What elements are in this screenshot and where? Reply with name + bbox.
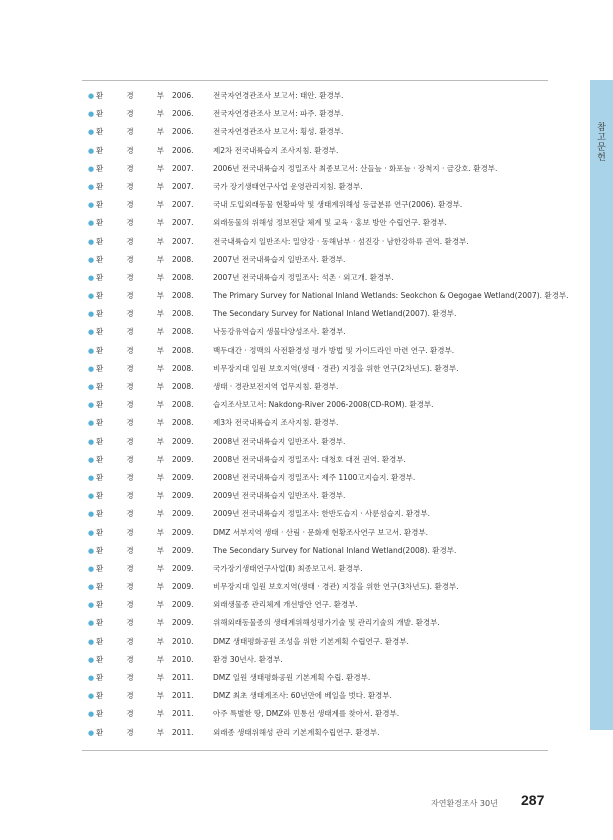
entry-agency-char: 부 bbox=[156, 127, 164, 137]
entry-agency bbox=[96, 323, 164, 341]
bullet-icon: ● bbox=[88, 201, 95, 210]
entry-agency bbox=[96, 596, 164, 614]
entry-year: 2008. bbox=[172, 272, 194, 282]
entry-agency-char: 환 bbox=[96, 382, 104, 391]
entry-agency-char: 부 bbox=[156, 636, 164, 646]
bullet-icon: ● bbox=[88, 292, 95, 301]
entry-title: 생태 · 경관보전지역 업무지침. 환경부. bbox=[213, 382, 339, 391]
reference-entry bbox=[88, 233, 586, 251]
bullet-icon: ● bbox=[88, 219, 95, 228]
entry-year: 2008. bbox=[172, 345, 194, 355]
entry-agency-char: 환 bbox=[96, 582, 104, 592]
entry-year: 2008. bbox=[172, 309, 194, 319]
entry-year: 2006. bbox=[172, 109, 194, 119]
entry-agency-char: 부 bbox=[156, 163, 164, 173]
entry-agency-char: 부 bbox=[156, 618, 164, 628]
entry-title: 2009년 전국내륙습지 정밀조사: 한반도습지 · 사룬섬습지. 환경부. bbox=[213, 509, 430, 519]
reference-entry bbox=[88, 378, 586, 396]
entry-agency-char: 환 bbox=[96, 363, 104, 373]
entry-agency-char: 환 bbox=[96, 436, 104, 446]
bullet-icon: ● bbox=[88, 328, 95, 337]
entry-agency-char: 경 bbox=[126, 582, 134, 592]
entry-year: 2010. bbox=[172, 654, 194, 664]
entry-title: The Secondary Survey for National Inland Wetland(2007). 환경부. bbox=[213, 309, 457, 319]
entry-agency-char: 경 bbox=[126, 363, 134, 373]
entry-agency-char: 환 bbox=[96, 109, 104, 119]
entry-year: 2011. bbox=[172, 727, 194, 737]
entry-agency bbox=[96, 178, 164, 196]
entry-agency-char: 경 bbox=[126, 91, 134, 100]
entry-agency-char: 부 bbox=[156, 218, 164, 228]
entry-agency-char: 환 bbox=[96, 236, 104, 246]
entry-agency-char: 부 bbox=[156, 472, 164, 482]
bullet-icon: ● bbox=[88, 674, 95, 682]
entry-year: 2011. bbox=[172, 673, 194, 682]
entry-agency-char: 부 bbox=[156, 436, 164, 446]
entry-agency-char: 경 bbox=[126, 382, 134, 391]
entry-agency-char: 부 bbox=[156, 254, 164, 264]
entry-year: 2009. bbox=[172, 509, 194, 519]
entry-agency-char: 경 bbox=[126, 291, 134, 301]
entry-title: 낙동강유역습지 생물다양성조사. 환경부. bbox=[213, 327, 346, 337]
entry-year: 2011. bbox=[172, 709, 194, 719]
bullet-icon: ● bbox=[88, 510, 95, 519]
entry-agency-char: 경 bbox=[126, 654, 134, 664]
entry-title: 국내 도입외래동물 현황파악 및 생태계위해성 등급분류 연구(2006). 환경부. bbox=[213, 200, 463, 210]
entry-year: 2009. bbox=[172, 600, 194, 610]
entry-agency bbox=[96, 251, 164, 269]
entry-agency-char: 경 bbox=[126, 163, 134, 173]
bullet-icon: ● bbox=[88, 601, 95, 610]
entry-agency-char: 환 bbox=[96, 727, 104, 737]
entry-agency-char: 부 bbox=[156, 654, 164, 664]
reference-entry bbox=[88, 287, 586, 305]
entry-agency-char: 부 bbox=[156, 454, 164, 464]
entry-agency bbox=[96, 142, 164, 160]
entry-agency-char: 환 bbox=[96, 200, 104, 210]
bullet-icon: ● bbox=[88, 473, 95, 482]
entry-year: 2009. bbox=[172, 491, 194, 501]
reference-entry bbox=[88, 651, 586, 669]
entry-agency-char: 환 bbox=[96, 563, 104, 573]
reference-entry bbox=[88, 160, 586, 178]
entry-title: 비무장지대 일원 보호지역(생태 · 경관) 지정을 위한 연구(2차년도). 환경부. bbox=[213, 363, 459, 373]
entry-title: 전국자연경관조사 보고서: 태안. 환경부. bbox=[213, 91, 344, 100]
entry-agency-char: 경 bbox=[126, 109, 134, 119]
entry-agency bbox=[96, 214, 164, 232]
entry-title: 2008년 전국내륙습지 일반조사. 환경부. bbox=[213, 436, 346, 446]
entry-year: 2007. bbox=[172, 236, 194, 246]
entry-year: 2008. bbox=[172, 327, 194, 337]
entry-year: 2010. bbox=[172, 636, 194, 646]
entry-agency-char: 환 bbox=[96, 472, 104, 482]
bullet-icon: ● bbox=[88, 564, 95, 573]
bullet-icon: ● bbox=[88, 655, 95, 664]
entry-agency-char: 환 bbox=[96, 400, 104, 410]
entry-year: 2009. bbox=[172, 582, 194, 592]
entry-title: 환경 30년사. 환경부. bbox=[213, 654, 283, 664]
entry-agency-char: 환 bbox=[96, 545, 104, 555]
bullet-icon: ● bbox=[88, 128, 95, 137]
entry-agency-char: 경 bbox=[126, 236, 134, 246]
entry-title: 외래종 생태위해성 관리 기본계획수립연구. 환경부. bbox=[213, 727, 380, 737]
footer-book-title: 자연환경조사 30년 bbox=[431, 799, 498, 808]
bullet-icon: ● bbox=[88, 273, 95, 282]
entry-agency-char: 경 bbox=[126, 200, 134, 210]
bullet-icon: ● bbox=[88, 455, 95, 464]
bullet-icon: ● bbox=[88, 528, 95, 537]
entry-agency-char: 환 bbox=[96, 600, 104, 610]
entry-agency-char: 경 bbox=[126, 618, 134, 628]
entry-agency bbox=[96, 542, 164, 560]
bullet-icon: ● bbox=[88, 182, 95, 191]
entry-agency-char: 환 bbox=[96, 91, 104, 100]
entry-agency bbox=[96, 105, 164, 123]
entry-year: 2011. bbox=[172, 691, 194, 701]
entry-title: 위해외래동물종의 생태계위해성평가기술 및 관리기술의 개발. 환경부. bbox=[213, 618, 440, 628]
bullet-icon: ● bbox=[88, 310, 95, 319]
bullet-icon: ● bbox=[88, 346, 95, 355]
bullet-icon: ● bbox=[88, 383, 95, 391]
bullet-icon: ● bbox=[88, 492, 95, 501]
reference-entry bbox=[88, 487, 586, 505]
entry-agency bbox=[96, 305, 164, 323]
entry-agency bbox=[96, 433, 164, 451]
reference-entry bbox=[88, 469, 586, 487]
entry-agency bbox=[96, 396, 164, 414]
entry-agency-char: 환 bbox=[96, 673, 104, 682]
bullet-icon: ● bbox=[88, 255, 95, 264]
entry-agency-char: 경 bbox=[126, 345, 134, 355]
entry-title: 제2차 전국내륙습지 조사지침. 환경부. bbox=[213, 145, 339, 155]
entry-agency-char: 환 bbox=[96, 691, 104, 701]
entry-agency-char: 부 bbox=[156, 600, 164, 610]
bullet-icon: ● bbox=[88, 583, 95, 592]
entry-year: 2007. bbox=[172, 163, 194, 173]
entry-agency bbox=[96, 123, 164, 141]
entry-title: DMZ 생태평화공원 조성을 위한 기본계획 수립연구. 환경부. bbox=[213, 636, 409, 646]
entry-agency-char: 부 bbox=[156, 563, 164, 573]
entry-agency-char: 부 bbox=[156, 691, 164, 701]
reference-entry bbox=[88, 214, 586, 232]
entry-title: 2007년 전국내륙습지 정밀조사: 석촌 · 외고개. 환경부. bbox=[213, 272, 394, 282]
entry-agency bbox=[96, 487, 164, 505]
entry-agency-char: 부 bbox=[156, 236, 164, 246]
entry-agency-char: 부 bbox=[156, 727, 164, 737]
entry-agency-char: 부 bbox=[156, 400, 164, 410]
entry-title: 국가장기생태연구사업(Ⅱ) 최종보고서. 환경부. bbox=[213, 563, 363, 573]
entry-agency-char: 경 bbox=[126, 145, 134, 155]
reference-entry bbox=[88, 705, 586, 723]
entry-agency-char: 환 bbox=[96, 163, 104, 173]
entry-year: 2008. bbox=[172, 254, 194, 264]
reference-entry bbox=[88, 578, 586, 596]
entry-agency-char: 환 bbox=[96, 309, 104, 319]
entry-agency-char: 환 bbox=[96, 127, 104, 137]
entry-agency bbox=[96, 633, 164, 651]
reference-entry bbox=[88, 196, 586, 214]
entry-title: 비무장지대 일원 보호지역(생태 · 경관) 지정을 위한 연구(3차년도). 환경부. bbox=[213, 582, 459, 592]
bullet-icon: ● bbox=[88, 401, 95, 410]
entry-agency-char: 환 bbox=[96, 181, 104, 191]
entry-title: 백두대간 · 정맥의 사전환경성 평가 방법 및 가이드라인 마련 연구. 환경부. bbox=[213, 345, 455, 355]
entry-agency-char: 경 bbox=[126, 327, 134, 337]
reference-entry bbox=[88, 123, 586, 141]
entry-agency-char: 부 bbox=[156, 109, 164, 119]
bullet-icon: ● bbox=[88, 692, 95, 701]
entry-agency-char: 부 bbox=[156, 327, 164, 337]
entry-agency-char: 경 bbox=[126, 436, 134, 446]
reference-entry bbox=[88, 251, 586, 269]
entry-title: 아주 특별한 땅, DMZ와 민통선 생태계를 찾아서. 환경부. bbox=[213, 709, 400, 719]
entry-agency-char: 환 bbox=[96, 218, 104, 228]
entry-agency-char: 부 bbox=[156, 491, 164, 501]
entry-agency-char: 환 bbox=[96, 345, 104, 355]
bullet-icon: ● bbox=[88, 619, 95, 628]
reference-entry bbox=[88, 451, 586, 469]
reference-entry bbox=[88, 669, 586, 687]
entry-agency-char: 부 bbox=[156, 363, 164, 373]
entry-agency-char: 부 bbox=[156, 709, 164, 719]
reference-entry bbox=[88, 724, 586, 742]
entry-agency bbox=[96, 269, 164, 287]
entry-agency-char: 경 bbox=[126, 600, 134, 610]
entry-year: 2009. bbox=[172, 472, 194, 482]
entry-agency bbox=[96, 651, 164, 669]
entry-agency bbox=[96, 233, 164, 251]
bullet-icon: ● bbox=[88, 637, 95, 646]
entry-agency-char: 부 bbox=[156, 145, 164, 155]
entry-agency-char: 경 bbox=[126, 673, 134, 682]
entry-agency bbox=[96, 687, 164, 705]
entry-agency-char: 환 bbox=[96, 636, 104, 646]
entry-agency-char: 경 bbox=[126, 127, 134, 137]
entry-year: 2006. bbox=[172, 127, 194, 137]
entry-agency-char: 환 bbox=[96, 527, 104, 537]
entry-agency bbox=[96, 524, 164, 542]
entry-title: 제3차 전국내륙습지 조사지침. 환경부. bbox=[213, 418, 339, 428]
entry-title: 외래동물의 위해성 정보전달 체계 및 교육 · 홍보 방안 수립연구. 환경부. bbox=[213, 218, 447, 228]
entry-agency-char: 부 bbox=[156, 582, 164, 592]
bullet-icon: ● bbox=[88, 419, 95, 428]
entry-agency-char: 부 bbox=[156, 382, 164, 391]
entry-year: 2008. bbox=[172, 400, 194, 410]
entry-agency-char: 경 bbox=[126, 181, 134, 191]
entry-title: 외래생물종 관리체계 개선방안 연구. 환경부. bbox=[213, 600, 358, 610]
entry-agency-char: 경 bbox=[126, 309, 134, 319]
reference-entry bbox=[88, 360, 586, 378]
entry-title: The Secondary Survey for National Inland Wetland(2008). 환경부. bbox=[213, 545, 457, 555]
reference-entry bbox=[88, 560, 586, 578]
reference-entry bbox=[88, 178, 586, 196]
entry-year: 2008. bbox=[172, 363, 194, 373]
reference-entry bbox=[88, 633, 586, 651]
section-side-tab bbox=[590, 80, 613, 730]
entry-year: 2009. bbox=[172, 618, 194, 628]
entry-agency-char: 환 bbox=[96, 254, 104, 264]
entry-agency bbox=[96, 342, 164, 360]
entry-agency bbox=[96, 360, 164, 378]
entry-agency-char: 부 bbox=[156, 272, 164, 282]
entry-agency bbox=[96, 669, 164, 687]
reference-entry bbox=[88, 87, 586, 105]
entry-agency bbox=[96, 505, 164, 523]
side-tab-label: 참고문헌 bbox=[595, 122, 605, 162]
reference-entry bbox=[88, 614, 586, 632]
reference-entry bbox=[88, 687, 586, 705]
entry-agency bbox=[96, 578, 164, 596]
entry-agency-char: 환 bbox=[96, 291, 104, 301]
entry-agency-char: 경 bbox=[126, 218, 134, 228]
entry-agency-char: 경 bbox=[126, 418, 134, 428]
entry-agency bbox=[96, 705, 164, 723]
reference-entry bbox=[88, 542, 586, 560]
entry-agency-char: 경 bbox=[126, 545, 134, 555]
reference-entry bbox=[88, 142, 586, 160]
reference-entry bbox=[88, 323, 586, 341]
entry-agency-char: 환 bbox=[96, 454, 104, 464]
reference-entry bbox=[88, 305, 586, 323]
entry-agency bbox=[96, 614, 164, 632]
entry-agency-char: 부 bbox=[156, 345, 164, 355]
entry-agency bbox=[96, 287, 164, 305]
bullet-icon: ● bbox=[88, 110, 95, 119]
entry-title: 전국자연경관조사 보고서: 파주. 환경부. bbox=[213, 109, 344, 119]
entry-agency bbox=[96, 724, 164, 742]
entry-title: 습지조사보고서: Nakdong-River 2006-2008(CD-ROM). 환경부. bbox=[213, 400, 434, 410]
entry-year: 2006. bbox=[172, 145, 194, 155]
entry-agency-char: 경 bbox=[126, 709, 134, 719]
entry-agency-char: 경 bbox=[126, 727, 134, 737]
entry-agency bbox=[96, 414, 164, 432]
entry-agency-char: 부 bbox=[156, 673, 164, 682]
entry-agency-char: 경 bbox=[126, 254, 134, 264]
entry-year: 2007. bbox=[172, 200, 194, 210]
entry-agency-char: 환 bbox=[96, 654, 104, 664]
reference-entry bbox=[88, 342, 586, 360]
entry-year: 2009. bbox=[172, 563, 194, 573]
entry-title: DMZ 일원 생태평화공원 기본계획 수립. 환경부. bbox=[213, 673, 371, 682]
bullet-icon: ● bbox=[88, 710, 95, 719]
entry-agency-char: 부 bbox=[156, 509, 164, 519]
entry-year: 2007. bbox=[172, 218, 194, 228]
entry-title: 2006년 전국내륙습지 정밀조사 최종보고서: 산들늪 · 화포늪 · 장척지 · 금강호. 환경부. bbox=[213, 163, 498, 173]
entry-agency-char: 환 bbox=[96, 418, 104, 428]
entry-agency bbox=[96, 378, 164, 396]
entry-agency-char: 경 bbox=[126, 491, 134, 501]
entry-title: 전국내륙습지 일반조사: 밀양강 · 동해남부 · 섬진강 · 남한강하류 권역. 환경부. bbox=[213, 236, 469, 246]
entry-agency-char: 경 bbox=[126, 636, 134, 646]
reference-entry bbox=[88, 105, 586, 123]
entry-agency bbox=[96, 87, 164, 105]
entry-year: 2007. bbox=[172, 181, 194, 191]
entry-agency-char: 경 bbox=[126, 563, 134, 573]
entry-agency-char: 부 bbox=[156, 545, 164, 555]
entry-agency-char: 경 bbox=[126, 272, 134, 282]
entry-agency-char: 부 bbox=[156, 527, 164, 537]
entry-year: 2008. bbox=[172, 418, 194, 428]
reference-entry bbox=[88, 269, 586, 287]
entry-title: DMZ 서부지역 생태 · 산림 · 문화재 현황조사연구 보고서. 환경부. bbox=[213, 527, 429, 537]
entry-agency-char: 부 bbox=[156, 418, 164, 428]
entry-agency-char: 경 bbox=[126, 691, 134, 701]
entry-year: 2009. bbox=[172, 454, 194, 464]
entry-title: DMZ 최초 생태계조사: 60년만에 베일을 벗다. 환경부. bbox=[213, 691, 392, 701]
entry-title: 2007년 전국내륙습지 일반조사. 환경부. bbox=[213, 254, 346, 264]
entry-year: 2009. bbox=[172, 527, 194, 537]
entry-title: 2008년 전국내륙습지 정밀조사: 제주 1100고지습지. 환경부. bbox=[213, 472, 416, 482]
page-number: 287 bbox=[521, 792, 545, 808]
reference-entry bbox=[88, 524, 586, 542]
entry-agency-char: 부 bbox=[156, 91, 164, 100]
entry-agency-char: 환 bbox=[96, 709, 104, 719]
entry-agency-char: 경 bbox=[126, 527, 134, 537]
entry-agency-char: 부 bbox=[156, 181, 164, 191]
reference-entry bbox=[88, 414, 586, 432]
entry-agency-char: 경 bbox=[126, 454, 134, 464]
entry-year: 2008. bbox=[172, 291, 194, 301]
entry-agency-char: 환 bbox=[96, 509, 104, 519]
top-rule bbox=[82, 80, 548, 81]
entry-agency-char: 부 bbox=[156, 291, 164, 301]
entry-year: 2006. bbox=[172, 91, 194, 100]
entry-agency bbox=[96, 451, 164, 469]
entry-agency-char: 경 bbox=[126, 509, 134, 519]
bullet-icon: ● bbox=[88, 164, 95, 173]
entry-agency-char: 환 bbox=[96, 145, 104, 155]
bullet-icon: ● bbox=[88, 364, 95, 373]
bottom-rule bbox=[82, 750, 548, 751]
entry-title: 전국자연경관조사 보고서: 횡성. 환경부. bbox=[213, 127, 344, 137]
entry-year: 2009. bbox=[172, 436, 194, 446]
entry-agency-char: 부 bbox=[156, 309, 164, 319]
entry-year: 2009. bbox=[172, 545, 194, 555]
reference-entry bbox=[88, 596, 586, 614]
bullet-icon: ● bbox=[88, 546, 95, 555]
bullet-icon: ● bbox=[88, 437, 95, 446]
entry-title: 2008년 전국내륙습지 정밀조사: 대청호 대전 권역. 환경부. bbox=[213, 454, 406, 464]
entry-agency-char: 환 bbox=[96, 327, 104, 337]
bullet-icon: ● bbox=[88, 728, 95, 737]
entry-title: The Primary Survey for National Inland Wetlands: Seokchon & Oegogae Wetland(2007). 환경부. bbox=[213, 291, 569, 301]
entry-agency-char: 경 bbox=[126, 400, 134, 410]
entry-agency-char: 부 bbox=[156, 200, 164, 210]
entry-agency bbox=[96, 560, 164, 578]
reference-entry bbox=[88, 505, 586, 523]
entry-title: 2009년 전국내륙습지 일반조사. 환경부. bbox=[213, 491, 346, 501]
entry-agency bbox=[96, 196, 164, 214]
entry-agency-char: 환 bbox=[96, 491, 104, 501]
entry-year: 2008. bbox=[172, 382, 194, 391]
entry-agency-char: 환 bbox=[96, 618, 104, 628]
entry-agency-char: 환 bbox=[96, 272, 104, 282]
entry-agency bbox=[96, 469, 164, 487]
bullet-icon: ● bbox=[88, 237, 95, 246]
reference-entry bbox=[88, 396, 586, 414]
entry-title: 국가 장기생태연구사업 운영관리지침. 환경부. bbox=[213, 181, 363, 191]
reference-list bbox=[88, 87, 586, 742]
reference-entry bbox=[88, 433, 586, 451]
entry-agency-char: 경 bbox=[126, 472, 134, 482]
bullet-icon: ● bbox=[88, 146, 95, 155]
bullet-icon: ● bbox=[88, 92, 95, 100]
entry-agency bbox=[96, 160, 164, 178]
